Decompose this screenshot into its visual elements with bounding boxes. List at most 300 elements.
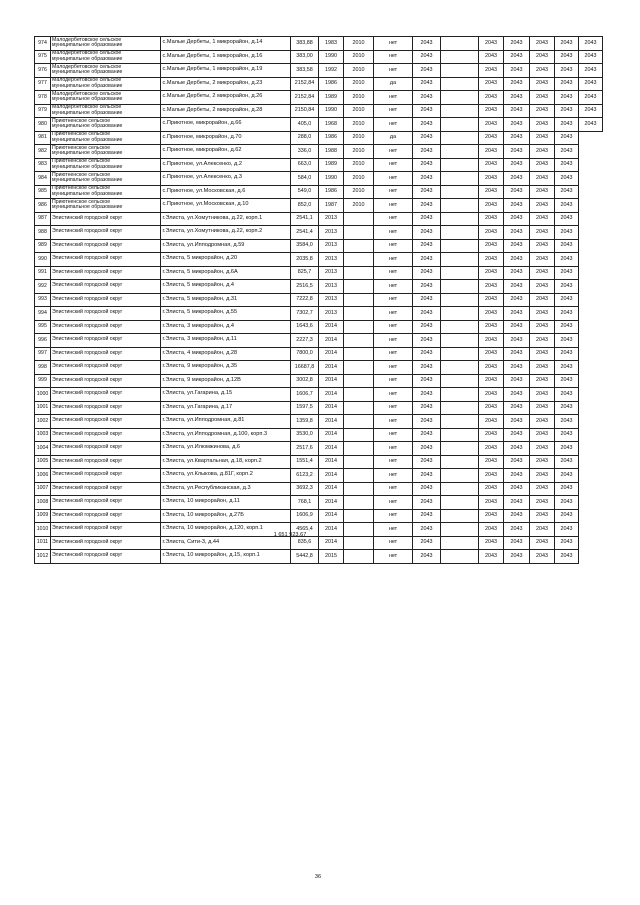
planned-year-cell: 2043 (530, 388, 555, 402)
area-cell: 1606,9 (291, 509, 319, 523)
municipality-cell (51, 496, 161, 510)
planned-year-cell: 2043 (530, 145, 555, 159)
planned-year-cell: 2043 (555, 293, 579, 307)
planned-year-cell (579, 293, 603, 307)
planned-year-cell: 2043 (504, 253, 530, 267)
municipality-label: Элистинский городской округ (52, 538, 123, 545)
municipality-cell (51, 104, 161, 118)
year-cell (344, 374, 374, 388)
planned-year-cell: 2043 (530, 550, 555, 564)
year-cell: 2043 (413, 37, 441, 51)
municipality-label: Элистинский городской округ (52, 403, 123, 410)
municipality-label: Приютненское сельское муниципальное образование (52, 198, 123, 211)
year-built-cell: 2014 (319, 374, 344, 388)
year-cell: 2043 (413, 185, 441, 199)
flag-cell: нет (374, 469, 413, 483)
address-cell: с.Приютное, микрорайон, д.70 (161, 131, 291, 145)
municipality-label: Элистинский городской округ (52, 552, 123, 559)
area-cell: 663,0 (291, 158, 319, 172)
municipality-cell (51, 401, 161, 415)
empty-cell (441, 91, 479, 105)
year-built-cell: 2014 (319, 428, 344, 442)
year-cell (344, 266, 374, 280)
empty-cell (441, 496, 479, 510)
empty-cell (441, 158, 479, 172)
empty-cell (441, 185, 479, 199)
empty-cell (441, 374, 479, 388)
planned-year-cell: 2043 (504, 293, 530, 307)
planned-year-cell (579, 374, 603, 388)
flag-cell: нет (374, 307, 413, 321)
year-cell: 2043 (413, 482, 441, 496)
municipality-cell (51, 334, 161, 348)
year-cell: 2010 (344, 145, 374, 159)
table-row (35, 496, 603, 510)
empty-cell (441, 266, 479, 280)
row-number-cell: 983 (35, 158, 51, 172)
planned-year-cell: 2043 (479, 239, 504, 253)
area-cell: 6123,2 (291, 469, 319, 483)
table-row (35, 145, 603, 159)
planned-year-cell: 2043 (479, 280, 504, 294)
empty-cell (441, 239, 479, 253)
year-cell: 2043 (413, 442, 441, 456)
planned-year-cell: 2043 (530, 307, 555, 321)
flag-cell: да (374, 77, 413, 91)
area-cell: 2152,84 (291, 77, 319, 91)
year-built-cell: 2014 (319, 469, 344, 483)
municipality-label: Малодербетовское сельское муниципальное образование (52, 50, 123, 62)
row-number-cell: 1006 (35, 469, 51, 483)
planned-year-cell: 2043 (504, 455, 530, 469)
year-cell: 2043 (413, 50, 441, 64)
planned-year-cell (579, 145, 603, 159)
planned-year-cell: 2043 (555, 307, 579, 321)
table-row (35, 50, 603, 64)
flag-cell: нет (374, 509, 413, 523)
planned-year-cell (579, 347, 603, 361)
empty-cell (441, 293, 479, 307)
planned-year-cell (579, 401, 603, 415)
flag-cell: нет (374, 334, 413, 348)
table-row (35, 185, 603, 199)
planned-year-cell: 2043 (504, 469, 530, 483)
year-cell (344, 239, 374, 253)
year-cell: 2010 (344, 64, 374, 78)
year-cell (344, 455, 374, 469)
empty-cell (441, 347, 479, 361)
planned-year-cell: 2043 (555, 509, 579, 523)
planned-year-cell: 2043 (504, 37, 530, 51)
year-cell: 2043 (413, 347, 441, 361)
planned-year-cell (579, 226, 603, 240)
table-row (35, 266, 603, 280)
address-cell: г.Элиста, ул.Ипподромная, д.59 (161, 239, 291, 253)
planned-year-cell: 2043 (555, 50, 579, 64)
area-cell: 2516,5 (291, 280, 319, 294)
flag-cell: нет (374, 37, 413, 51)
table-row (35, 442, 603, 456)
planned-year-cell: 2043 (530, 64, 555, 78)
planned-year-cell: 2043 (504, 307, 530, 321)
planned-year-cell: 2043 (530, 523, 555, 537)
year-cell: 2043 (413, 118, 441, 132)
planned-year-cell: 2043 (504, 212, 530, 226)
municipality-cell (51, 64, 161, 78)
planned-year-cell: 2043 (479, 523, 504, 537)
municipality-cell (51, 415, 161, 429)
municipality-label: Элистинский городской округ (52, 498, 123, 505)
planned-year-cell: 2043 (504, 266, 530, 280)
year-cell: 2043 (413, 266, 441, 280)
area-cell: 1551,4 (291, 455, 319, 469)
municipality-label: Приютненское сельское муниципальное образование (52, 171, 123, 184)
planned-year-cell: 2043 (479, 199, 504, 213)
planned-year-cell: 2043 (504, 64, 530, 78)
municipality-label: Элистинский городской округ (52, 268, 123, 275)
flag-cell: нет (374, 185, 413, 199)
address-cell: г.Элиста, 5 микрорайон, д.20 (161, 253, 291, 267)
planned-year-cell: 2043 (479, 388, 504, 402)
area-cell: 16687,8 (291, 361, 319, 375)
area-cell: 549,0 (291, 185, 319, 199)
municipality-cell (51, 185, 161, 199)
planned-year-cell: 2043 (555, 401, 579, 415)
municipality-label: Элистинский городской округ (52, 457, 123, 464)
flag-cell: нет (374, 118, 413, 132)
planned-year-cell: 2043 (555, 334, 579, 348)
municipality-label: Элистинский городской округ (52, 444, 123, 451)
flag-cell: нет (374, 253, 413, 267)
planned-year-cell: 2043 (530, 212, 555, 226)
planned-year-cell: 2043 (555, 158, 579, 172)
municipality-label: Элистинский городской округ (52, 376, 123, 383)
planned-year-cell: 2043 (504, 415, 530, 429)
municipality-cell (51, 280, 161, 294)
planned-year-cell: 2043 (579, 91, 603, 105)
planned-year-cell: 2043 (530, 482, 555, 496)
address-cell: г.Элиста, 5 микрорайон, д.31 (161, 293, 291, 307)
year-built-cell: 2014 (319, 388, 344, 402)
municipality-label: Элистинский городской округ (52, 349, 123, 356)
planned-year-cell (579, 239, 603, 253)
planned-year-cell: 2043 (504, 496, 530, 510)
municipality-cell (51, 361, 161, 375)
row-number-cell: 997 (35, 347, 51, 361)
year-cell: 2043 (413, 77, 441, 91)
planned-year-cell: 2043 (479, 91, 504, 105)
municipality-cell (51, 307, 161, 321)
year-built-cell: 1986 (319, 185, 344, 199)
year-built-cell: 1983 (319, 37, 344, 51)
planned-year-cell: 2043 (479, 104, 504, 118)
planned-year-cell: 2043 (479, 226, 504, 240)
year-built-cell: 1989 (319, 91, 344, 105)
municipality-label: Приютненское сельское муниципальное образование (52, 185, 123, 197)
planned-year-cell: 2043 (555, 347, 579, 361)
year-built-cell: 2013 (319, 293, 344, 307)
year-built-cell: 2014 (319, 334, 344, 348)
planned-year-cell: 2043 (479, 307, 504, 321)
area-cell: 2541,1 (291, 212, 319, 226)
year-cell (344, 307, 374, 321)
planned-year-cell: 2043 (504, 145, 530, 159)
address-cell: г.Элиста, ул.Гагарина, д.17 (161, 401, 291, 415)
municipality-cell (51, 131, 161, 145)
year-built-cell: 1986 (319, 77, 344, 91)
area-cell: 288,0 (291, 131, 319, 145)
year-cell: 2043 (413, 415, 441, 429)
address-cell: г.Элиста, ул.Квартальная, д.18, корп.2 (161, 455, 291, 469)
planned-year-cell: 2043 (479, 64, 504, 78)
planned-year-cell: 2043 (504, 185, 530, 199)
planned-year-cell (579, 280, 603, 294)
year-cell: 2043 (413, 145, 441, 159)
empty-cell (441, 388, 479, 402)
row-number-cell: 976 (35, 64, 51, 78)
flag-cell: нет (374, 104, 413, 118)
empty-cell (441, 469, 479, 483)
address-cell: г.Элиста, ул.Республиканская, д.3 (161, 482, 291, 496)
municipality-cell (51, 253, 161, 267)
row-number-cell: 978 (35, 91, 51, 105)
year-cell (344, 509, 374, 523)
table-row (35, 469, 603, 483)
row-number-cell: 979 (35, 104, 51, 118)
municipality-label: Элистинский городской округ (52, 228, 123, 235)
planned-year-cell: 2043 (479, 428, 504, 442)
planned-year-cell: 2043 (555, 536, 579, 550)
planned-year-cell: 2043 (479, 401, 504, 415)
planned-year-cell: 2043 (479, 455, 504, 469)
empty-cell (441, 131, 479, 145)
planned-year-cell: 2043 (530, 293, 555, 307)
row-number-cell: 1012 (35, 550, 51, 564)
empty-cell (441, 104, 479, 118)
year-cell (344, 496, 374, 510)
year-built-cell: 1992 (319, 64, 344, 78)
planned-year-cell: 2043 (504, 172, 530, 186)
planned-year-cell: 2043 (479, 77, 504, 91)
address-cell: г.Элиста, ул.Клыкова, д.81Г, корп.2 (161, 469, 291, 483)
planned-year-cell (579, 131, 603, 145)
planned-year-cell: 2043 (504, 158, 530, 172)
planned-year-cell: 2043 (504, 347, 530, 361)
planned-year-cell (579, 172, 603, 186)
table-row (35, 64, 603, 78)
address-cell: г.Элиста, Сити-3, д.44 (161, 536, 291, 550)
table-row (35, 388, 603, 402)
planned-year-cell: 2043 (530, 131, 555, 145)
municipality-label: Малодербетовское сельское муниципальное образование (52, 36, 123, 49)
planned-year-cell (579, 496, 603, 510)
area-cell: 5442,8 (291, 550, 319, 564)
row-number-cell: 989 (35, 239, 51, 253)
municipality-label: Элистинский городской округ (52, 309, 123, 316)
municipality-label: Элистинский городской округ (52, 214, 123, 221)
area-cell: 383,88 (291, 37, 319, 51)
empty-cell (441, 50, 479, 64)
empty-cell (441, 37, 479, 51)
address-cell: с.Приютное, микрорайон, д.66 (161, 118, 291, 132)
year-built-cell: 2013 (319, 280, 344, 294)
planned-year-cell: 2043 (555, 496, 579, 510)
planned-year-cell: 2043 (479, 374, 504, 388)
municipality-label: Приютненское сельское муниципальное образование (52, 131, 123, 143)
year-built-cell: 1986 (319, 131, 344, 145)
year-built-cell: 1990 (319, 50, 344, 64)
municipality-cell (51, 550, 161, 564)
year-cell: 2010 (344, 77, 374, 91)
planned-year-cell: 2043 (530, 334, 555, 348)
year-cell (344, 212, 374, 226)
table-row (35, 77, 603, 91)
row-number-cell: 980 (35, 118, 51, 132)
planned-year-cell (579, 307, 603, 321)
flag-cell: нет (374, 212, 413, 226)
row-number-cell: 981 (35, 131, 51, 145)
area-cell: 2035,8 (291, 253, 319, 267)
flag-cell: нет (374, 320, 413, 334)
empty-cell (441, 523, 479, 537)
flag-cell: да (374, 131, 413, 145)
year-cell: 2043 (413, 131, 441, 145)
year-cell (344, 320, 374, 334)
area-cell: 383,00 (291, 50, 319, 64)
planned-year-cell: 2043 (555, 226, 579, 240)
municipality-cell (51, 226, 161, 240)
year-cell: 2043 (413, 307, 441, 321)
planned-year-cell: 2043 (555, 212, 579, 226)
planned-year-cell: 2043 (530, 50, 555, 64)
table-row (35, 428, 603, 442)
year-cell: 2043 (413, 293, 441, 307)
year-cell: 2043 (413, 280, 441, 294)
planned-year-cell: 2043 (504, 388, 530, 402)
municipality-label: Элистинский городской округ (52, 390, 123, 397)
planned-year-cell: 2043 (530, 536, 555, 550)
table-row (35, 212, 603, 226)
area-cell: 3584,0 (291, 239, 319, 253)
flag-cell: нет (374, 226, 413, 240)
table-row (35, 158, 603, 172)
empty-cell (441, 536, 479, 550)
year-cell: 2043 (413, 64, 441, 78)
row-number-cell: 988 (35, 226, 51, 240)
municipality-cell (51, 37, 161, 51)
empty-cell (441, 509, 479, 523)
planned-year-cell: 2043 (555, 482, 579, 496)
year-cell: 2010 (344, 118, 374, 132)
year-built-cell: 2013 (319, 239, 344, 253)
flag-cell: нет (374, 199, 413, 213)
table-row (35, 91, 603, 105)
planned-year-cell: 2043 (555, 91, 579, 105)
planned-year-cell: 2043 (555, 469, 579, 483)
empty-cell (441, 442, 479, 456)
municipality-label: Элистинский городской округ (52, 322, 123, 329)
planned-year-cell (579, 415, 603, 429)
year-cell: 2043 (413, 455, 441, 469)
planned-year-cell: 2043 (555, 455, 579, 469)
municipality-cell (51, 212, 161, 226)
planned-year-cell: 2043 (555, 442, 579, 456)
flag-cell: нет (374, 496, 413, 510)
area-cell: 2517,6 (291, 442, 319, 456)
year-cell: 2043 (413, 104, 441, 118)
flag-cell: нет (374, 388, 413, 402)
table-row (35, 226, 603, 240)
year-cell (344, 293, 374, 307)
municipality-cell (51, 199, 161, 213)
planned-year-cell (579, 455, 603, 469)
address-cell: г.Элиста, 10 микрорайон, д.27Б (161, 509, 291, 523)
table-row (35, 37, 603, 51)
table-row (35, 320, 603, 334)
table-row (35, 550, 603, 564)
empty-cell (441, 455, 479, 469)
year-cell: 2010 (344, 158, 374, 172)
planned-year-cell: 2043 (530, 509, 555, 523)
flag-cell: нет (374, 50, 413, 64)
planned-year-cell: 2043 (479, 442, 504, 456)
address-cell: г.Элиста, 10 микрорайон, д.11 (161, 496, 291, 510)
municipality-label: Малодербетовское сельское муниципальное образование (52, 77, 123, 89)
year-cell: 2010 (344, 185, 374, 199)
planned-year-cell: 2043 (555, 199, 579, 213)
row-number-cell: 993 (35, 293, 51, 307)
year-cell: 2010 (344, 50, 374, 64)
planned-year-cell: 2043 (555, 550, 579, 564)
row-number-cell: 1000 (35, 388, 51, 402)
planned-year-cell: 2043 (504, 523, 530, 537)
planned-year-cell: 2043 (504, 361, 530, 375)
planned-year-cell: 2043 (504, 77, 530, 91)
table-row (35, 334, 603, 348)
municipality-cell (51, 388, 161, 402)
row-number-cell: 1003 (35, 428, 51, 442)
table-row (35, 293, 603, 307)
area-cell: 835,6 (291, 536, 319, 550)
planned-year-cell: 2043 (504, 199, 530, 213)
address-cell: с.Приютное, ул.Алексенко, д.2 (161, 158, 291, 172)
year-built-cell: 2015 (319, 550, 344, 564)
planned-year-cell: 2043 (530, 401, 555, 415)
flag-cell: нет (374, 536, 413, 550)
table-row (35, 118, 603, 132)
planned-year-cell: 2043 (530, 266, 555, 280)
row-number-cell: 1010 (35, 523, 51, 537)
municipality-cell (51, 239, 161, 253)
flag-cell: нет (374, 442, 413, 456)
planned-year-cell: 2043 (555, 172, 579, 186)
year-cell: 2043 (413, 401, 441, 415)
flag-cell: нет (374, 428, 413, 442)
municipality-label: Элистинский городской округ (52, 295, 123, 302)
municipality-label: Элистинский городской округ (52, 417, 123, 424)
planned-year-cell: 2043 (479, 185, 504, 199)
municipality-cell (51, 77, 161, 91)
planned-year-cell: 2043 (479, 266, 504, 280)
planned-year-cell: 2043 (579, 104, 603, 118)
table-row (35, 307, 603, 321)
year-built-cell: 2014 (319, 320, 344, 334)
address-cell: г.Элиста, 4 микрорайон, д.28 (161, 347, 291, 361)
planned-year-cell: 2043 (555, 388, 579, 402)
year-built-cell: 2014 (319, 482, 344, 496)
planned-year-cell: 2043 (555, 415, 579, 429)
address-cell: г.Элиста, ул.Хомутникова, д.22, корп.1 (161, 212, 291, 226)
